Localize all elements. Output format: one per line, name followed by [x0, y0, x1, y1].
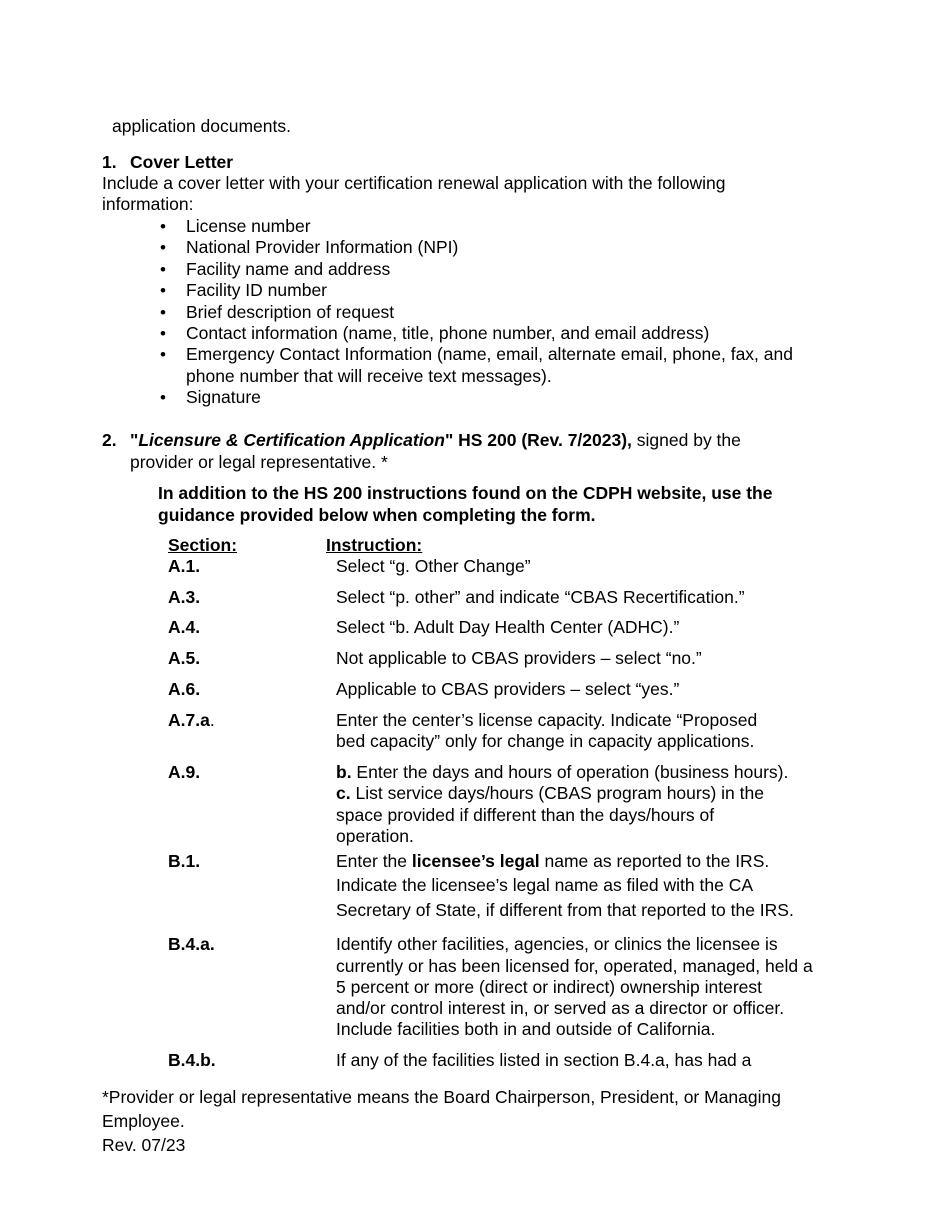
section-label: A.6.: [168, 679, 201, 699]
list-item: Emergency Contact Information (name, email, alternate email, phone, fax, and: [186, 344, 793, 364]
bullet-icon: •: [160, 238, 166, 257]
section-label: A.1.: [168, 556, 201, 576]
instruction-text: Enter the center’s license capacity. Indicate “Proposed: [336, 710, 758, 730]
bullet-icon: •: [160, 388, 166, 407]
section-label: A.3.: [168, 587, 201, 607]
list-item: Brief description of request: [186, 302, 395, 322]
list-item: Facility name and address: [186, 259, 391, 279]
instruction-text: [336, 783, 764, 804]
bullet-icon: •: [160, 345, 166, 364]
list-item: Contact information (name, title, phone number, and email address): [186, 323, 710, 343]
instruction-text: Select “g. Other Change”: [336, 556, 531, 576]
instruction-column-header: Instruction:: [326, 535, 423, 555]
section-label: A.5.: [168, 648, 201, 668]
list-item: National Provider Information (NPI): [186, 237, 459, 257]
cover-letter-heading: Cover Letter: [130, 152, 234, 172]
continued-text: application documents.: [112, 116, 291, 136]
cover-letter-number: 1.: [102, 152, 117, 172]
form-code: HS 200 (Rev. 7/2023),: [453, 430, 632, 450]
instruction-post: name as reported to the IRS.: [539, 851, 770, 871]
sub-text: Enter the days and hours of operation (business hours).: [351, 762, 789, 782]
instruction-text: Select “p. other” and indicate “CBAS Recertification.”: [336, 587, 745, 607]
section-label: A.4.: [168, 617, 201, 637]
instruction-text-cont: space provided if different than the days/hours of: [336, 805, 715, 825]
list-item-cont: phone number that will receive text messages).: [186, 366, 552, 386]
bullet-icon: •: [160, 324, 166, 343]
form-name: Licensure & Certification Application: [138, 430, 445, 450]
instruction-text-cont: bed capacity” only for change in capacity applications.: [336, 731, 755, 751]
section-label: [168, 710, 215, 731]
instruction-text: [336, 762, 788, 783]
application-number: 2.: [102, 430, 117, 450]
bullet-icon: •: [160, 303, 166, 322]
instruction-text-cont: and/or control interest in, or served as a director or officer.: [336, 998, 785, 1018]
instruction-text: If any of the facilities listed in section B.4.a, has had a: [336, 1050, 752, 1070]
instruction-pre: Enter the: [336, 851, 412, 871]
application-heading-cont: provider or legal representative. *: [130, 452, 388, 472]
section-label: B.4.a.: [168, 934, 215, 954]
bullet-icon: •: [160, 217, 166, 236]
list-item: Facility ID number: [186, 280, 328, 300]
sub-text: List service days/hours (CBAS program hours) in the: [350, 783, 764, 803]
quote-close: ": [444, 430, 454, 450]
instruction-text: Applicable to CBAS providers – select “yes.”: [336, 679, 680, 699]
instruction-text: Identify other facilities, agencies, or clinics the licensee is: [336, 934, 778, 954]
bullet-icon: •: [160, 260, 166, 279]
quote-open: ": [130, 430, 139, 450]
guidance-note-cont: guidance provided below when completing the form.: [158, 505, 596, 525]
sub-label: c.: [336, 783, 351, 803]
instruction-text: Not applicable to CBAS providers – select “no.”: [336, 648, 702, 668]
section-label: A.9.: [168, 762, 201, 782]
list-item: License number: [186, 216, 311, 236]
guidance-note: In addition to the HS 200 instructions found on the CDPH website, use the: [158, 483, 773, 503]
instruction-text-cont: 5 percent or more (direct or indirect) ownership interest: [336, 977, 763, 997]
section-label: B.1.: [168, 851, 201, 871]
revision-label: Rev. 07/23: [102, 1135, 186, 1155]
cover-letter-description-cont: information:: [102, 194, 194, 214]
section-label-text: A.7.a: [168, 710, 210, 730]
section-label-suffix: .: [209, 710, 215, 730]
footnote-cont: Employee.: [102, 1111, 185, 1131]
signed-text: signed by the: [631, 430, 741, 450]
cover-letter-description: Include a cover letter with your certification renewal application with the following: [102, 173, 726, 193]
instruction-text-cont: Secretary of State, if different from that reported to the IRS.: [336, 900, 794, 920]
instruction-text-cont: Include facilities both in and outside of California.: [336, 1019, 716, 1039]
footnote: *Provider or legal representative means the Board Chairperson, President, or Managing: [102, 1087, 781, 1107]
section-label: B.4.b.: [168, 1050, 216, 1070]
bullet-icon: •: [160, 281, 166, 300]
instruction-text-cont: Indicate the licensee’s legal name as filed with the CA: [336, 875, 754, 895]
application-heading: [130, 430, 741, 451]
list-item: Signature: [186, 387, 261, 407]
instruction-bold: licensee’s legal: [411, 851, 540, 871]
sub-label: b.: [336, 762, 352, 782]
instruction-text: [336, 851, 769, 872]
instruction-text-cont: operation.: [336, 826, 414, 846]
section-column-header: Section:: [168, 535, 238, 555]
instruction-text: Select “b. Adult Day Health Center (ADHC).”: [336, 617, 680, 637]
instruction-text-cont: currently or has been licensed for, operated, managed, held a: [336, 956, 813, 976]
